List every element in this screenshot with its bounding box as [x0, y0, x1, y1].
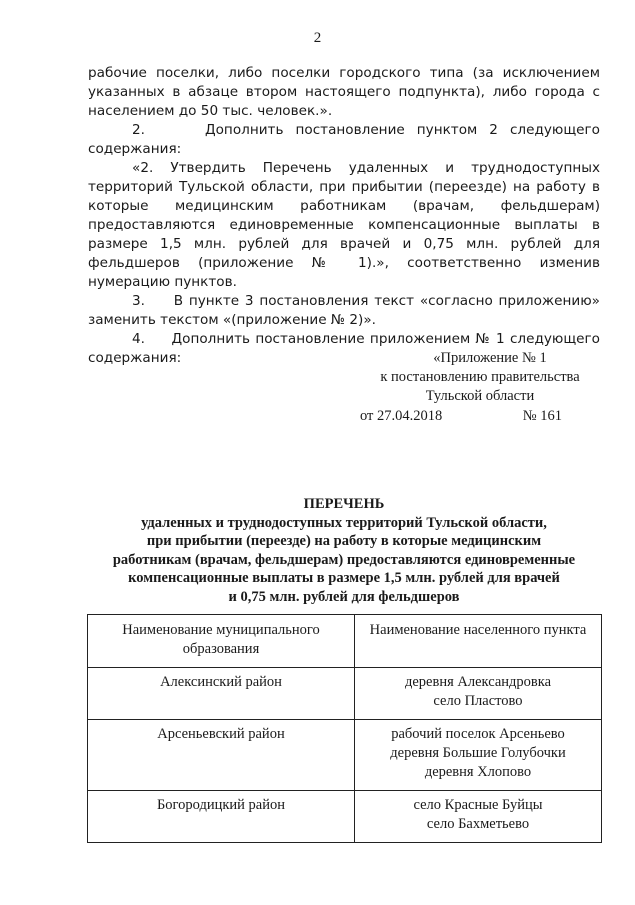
heading-line: работникам (врачам, фельдшерам) предоставляются единовременные — [112, 551, 576, 568]
table-header-row — [88, 615, 602, 668]
table-row — [88, 668, 602, 720]
municipality-cell: Алексинский район — [88, 668, 355, 720]
settlement: деревня Большие Голубочки — [390, 745, 566, 761]
municipality-cell: Арсеньевский район — [88, 720, 355, 791]
settlement: деревня Александровка — [404, 674, 552, 690]
settlement: село Бахметьево — [426, 816, 530, 832]
settlements-cell — [355, 720, 602, 791]
appendix-block — [360, 349, 600, 426]
appendix-title: «Приложение № 1 — [433, 350, 547, 366]
appendix-region: Тульской области — [425, 388, 535, 404]
settlement: село Пластово — [433, 693, 523, 709]
table-row — [88, 791, 602, 843]
appendix-number: № 161 — [522, 408, 562, 424]
paragraph: «2. Утвердить Перечень удаленных и труднодоступных территорий Тульской области, при прибытии (переезде) на работу в которые медицинским работникам (врачам, фельдшерам) предоставляются единовременные компенсационные выплаты в размере 1,5 млн. рублей для врачей и 0,75 млн. рублей для фельдшеров (приложение № 1).», соответственно изменив нумерацию пунктов. — [88, 160, 600, 290]
list-heading — [88, 495, 600, 607]
settlement: рабочий поселок Арсеньево — [391, 726, 565, 742]
appendix-subtitle: к постановлению правительства — [380, 369, 580, 385]
settlements-cell — [355, 791, 602, 843]
column-header-municipality: Наименование муниципального образования — [88, 615, 355, 668]
body-text — [88, 64, 600, 368]
municipality-cell: Богородицкий район — [88, 791, 355, 843]
heading-line: удаленных и труднодоступных территорий Тульской области, — [141, 514, 547, 531]
heading-line: при прибытии (переезде) на работу в которые медицинским — [146, 533, 542, 550]
settlement: деревня Хлопово — [424, 764, 532, 780]
paragraph: 4. Дополнить постановление приложением № 1 следующего содержания: — [88, 331, 600, 366]
column-header-settlement: Наименование населенного пункта — [355, 615, 602, 668]
paragraph: 2. Дополнить постановление пунктом 2 следующего содержания: — [88, 122, 600, 157]
heading-line: и 0,75 млн. рублей для фельдшеров — [228, 588, 460, 605]
appendix-date-row — [360, 407, 600, 426]
paragraph: рабочие поселки, либо поселки городского типа (за исключением указанных в абзаце втором настоящего подпункта), либо города с населением до 50 тыс. человек.». — [88, 65, 600, 119]
heading-title: ПЕРЕЧЕНЬ — [303, 496, 385, 512]
table-row — [88, 720, 602, 791]
paragraph: 3. В пункте 3 постановления текст «согласно приложению» заменить текстом «(приложение № 2)». — [88, 293, 600, 328]
page-number: 2 — [313, 30, 322, 46]
appendix-date: от 27.04.2018 — [360, 408, 443, 424]
settlement: село Красные Буйцы — [413, 797, 543, 813]
territories-table — [87, 614, 602, 843]
heading-line: компенсационные выплаты в размере 1,5 млн. рублей для врачей — [128, 570, 560, 587]
settlements-cell — [355, 668, 602, 720]
